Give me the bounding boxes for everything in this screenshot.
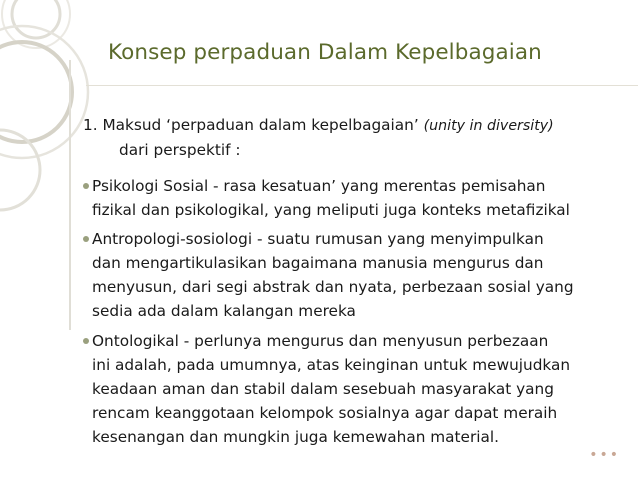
bullet-text	[92, 227, 638, 323]
bullet-dot-icon	[83, 183, 89, 189]
bullet-dot-icon	[83, 236, 89, 242]
bullet-text	[92, 174, 638, 222]
bullet-line: kesenangan dan mungkin juga kemewahan material.	[92, 428, 499, 446]
title-divider	[86, 85, 638, 86]
intro-text: 1. Maksud ‘perpaduan dalam kepelbagaian’	[83, 116, 424, 134]
bullet-line: sedia ada dalam kalangan mereka	[92, 302, 356, 320]
intro-paragraph	[83, 113, 623, 162]
bullet-text	[92, 329, 638, 449]
bullet-line: Ontologikal - perlunya mengurus dan menyusun perbezaan	[92, 332, 549, 350]
intro-italic-text: (unity in diversity)	[423, 118, 554, 134]
bullet-line: fizikal dan psikologikal, yang meliputi juga konteks metafizikal	[92, 201, 570, 219]
intro-line-2: dari perspektif :	[119, 141, 241, 159]
bullet-dot-icon	[83, 338, 89, 344]
bullet-line: ini adalah, pada umumnya, atas keinginan untuk mewujudkan	[92, 356, 571, 374]
slide-title: Konsep perpaduan Dalam Kepelbagaian	[108, 40, 542, 65]
bullet-line: menyusun, dari segi abstrak dan nyata, perbezaan sosial yang	[92, 278, 574, 296]
bullet-line: dan mengartikulasikan bagaimana manusia mengurus dan	[92, 254, 544, 272]
bullet-line: Antropologi-sosiologi - suatu rumusan yang menyimpulkan	[92, 230, 544, 248]
corner-dots-icon: •••	[589, 447, 620, 463]
bullet-line: Psikologi Sosial - rasa kesatuan’ yang merentas pemisahan	[92, 177, 546, 195]
bullet-line: rencam keanggotaan kelompok sosialnya agar dapat meraih	[92, 404, 558, 422]
bullet-line: keadaan aman dan stabil dalam sesebuah masyarakat yang	[92, 380, 554, 398]
